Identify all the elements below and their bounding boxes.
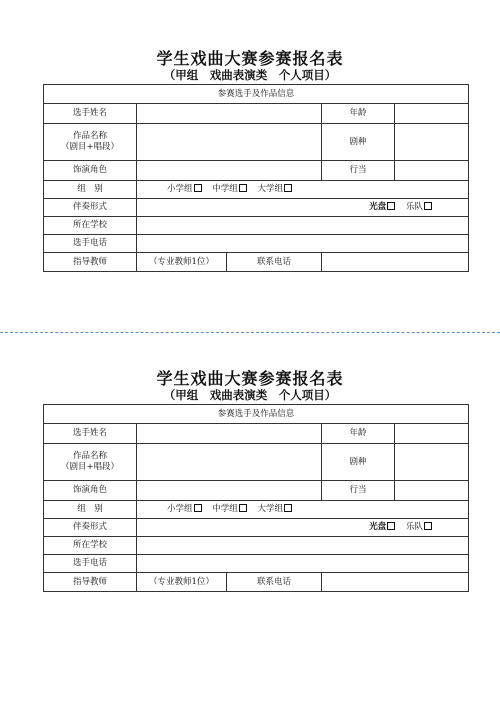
checkbox-middle[interactable] [239, 504, 247, 512]
genre-label: 剧种 [322, 444, 395, 481]
school-field[interactable] [137, 217, 469, 235]
group-options [137, 181, 469, 199]
hangdang-label: 行当 [322, 481, 395, 501]
accompaniment-option-band: 乐队 [406, 202, 424, 212]
checkbox-primary[interactable] [194, 184, 202, 192]
name-label: 选手姓名 [44, 424, 137, 444]
phone-label: 选手电话 [44, 235, 137, 253]
group-option-primary: 小学组 [167, 184, 193, 194]
form-subtitle: （甲组 戏曲表演类 个人项目） [163, 388, 337, 402]
group-option-middle: 中学组 [212, 504, 238, 514]
role-label: 饰演角色 [44, 161, 137, 181]
teacher-note: （专业教师1位） [137, 573, 227, 592]
group-option-primary: 小学组 [167, 504, 193, 514]
checkbox-cd[interactable] [387, 202, 395, 210]
form-title: 学生戏曲大赛参赛报名表 [156, 49, 344, 68]
age-label: 年龄 [322, 104, 395, 124]
cut-line [0, 332, 500, 333]
work-label-line1: 作品名称 [72, 131, 107, 141]
checkbox-university[interactable] [284, 504, 292, 512]
teacher-label: 指导教师 [44, 253, 137, 272]
work-field[interactable] [137, 124, 322, 161]
age-field[interactable] [395, 104, 469, 124]
name-field[interactable] [137, 424, 322, 444]
accompaniment-option-band: 乐队 [406, 522, 424, 532]
role-field[interactable] [137, 161, 322, 181]
checkbox-cd[interactable] [387, 522, 395, 530]
group-label: 组 别 [44, 181, 137, 199]
checkbox-band[interactable] [424, 522, 432, 530]
work-label [44, 124, 137, 161]
age-field[interactable] [395, 424, 469, 444]
accompaniment-options [137, 199, 469, 217]
group-option-university: 大学组 [257, 184, 283, 194]
hangdang-field[interactable] [395, 481, 469, 501]
group-options [137, 501, 469, 519]
section-header: 参赛选手及作品信息 [44, 85, 469, 104]
contact-phone-field[interactable] [322, 253, 469, 272]
form-subtitle: （甲组 戏曲表演类 个人项目） [163, 68, 337, 82]
accompaniment-option-cd: 光盘 [369, 202, 387, 212]
checkbox-university[interactable] [284, 184, 292, 192]
hangdang-field[interactable] [395, 161, 469, 181]
contact-phone-label: 联系电话 [227, 573, 322, 592]
age-label: 年龄 [322, 424, 395, 444]
genre-field[interactable] [395, 124, 469, 161]
genre-field[interactable] [395, 444, 469, 481]
accompaniment-option-cd: 光盘 [369, 522, 387, 532]
section-header: 参赛选手及作品信息 [44, 405, 469, 424]
accompaniment-label: 伴奏形式 [44, 519, 137, 537]
work-field[interactable] [137, 444, 322, 481]
checkbox-band[interactable] [424, 202, 432, 210]
registration-table [43, 404, 469, 592]
school-field[interactable] [137, 537, 469, 555]
checkbox-primary[interactable] [194, 504, 202, 512]
registration-table [43, 84, 469, 272]
contact-phone-field[interactable] [322, 573, 469, 592]
checkbox-middle[interactable] [239, 184, 247, 192]
role-label: 饰演角色 [44, 481, 137, 501]
contact-phone-label: 联系电话 [227, 253, 322, 272]
accompaniment-label: 伴奏形式 [44, 199, 137, 217]
work-label [44, 444, 137, 481]
form-title: 学生戏曲大赛参赛报名表 [156, 369, 344, 388]
name-label: 选手姓名 [44, 104, 137, 124]
phone-field[interactable] [137, 235, 469, 253]
group-option-middle: 中学组 [212, 184, 238, 194]
hangdang-label: 行当 [322, 161, 395, 181]
teacher-label: 指导教师 [44, 573, 137, 592]
group-option-university: 大学组 [257, 504, 283, 514]
group-label: 组 别 [44, 501, 137, 519]
work-label-line2: （剧目+唱段） [60, 142, 120, 152]
work-label-line1: 作品名称 [72, 451, 107, 461]
role-field[interactable] [137, 481, 322, 501]
accompaniment-options [137, 519, 469, 537]
genre-label: 剧种 [322, 124, 395, 161]
work-label-line2: （剧目+唱段） [60, 462, 120, 472]
school-label: 所在学校 [44, 537, 137, 555]
name-field[interactable] [137, 104, 322, 124]
school-label: 所在学校 [44, 217, 137, 235]
phone-field[interactable] [137, 555, 469, 573]
teacher-note: （专业教师1位） [137, 253, 227, 272]
phone-label: 选手电话 [44, 555, 137, 573]
